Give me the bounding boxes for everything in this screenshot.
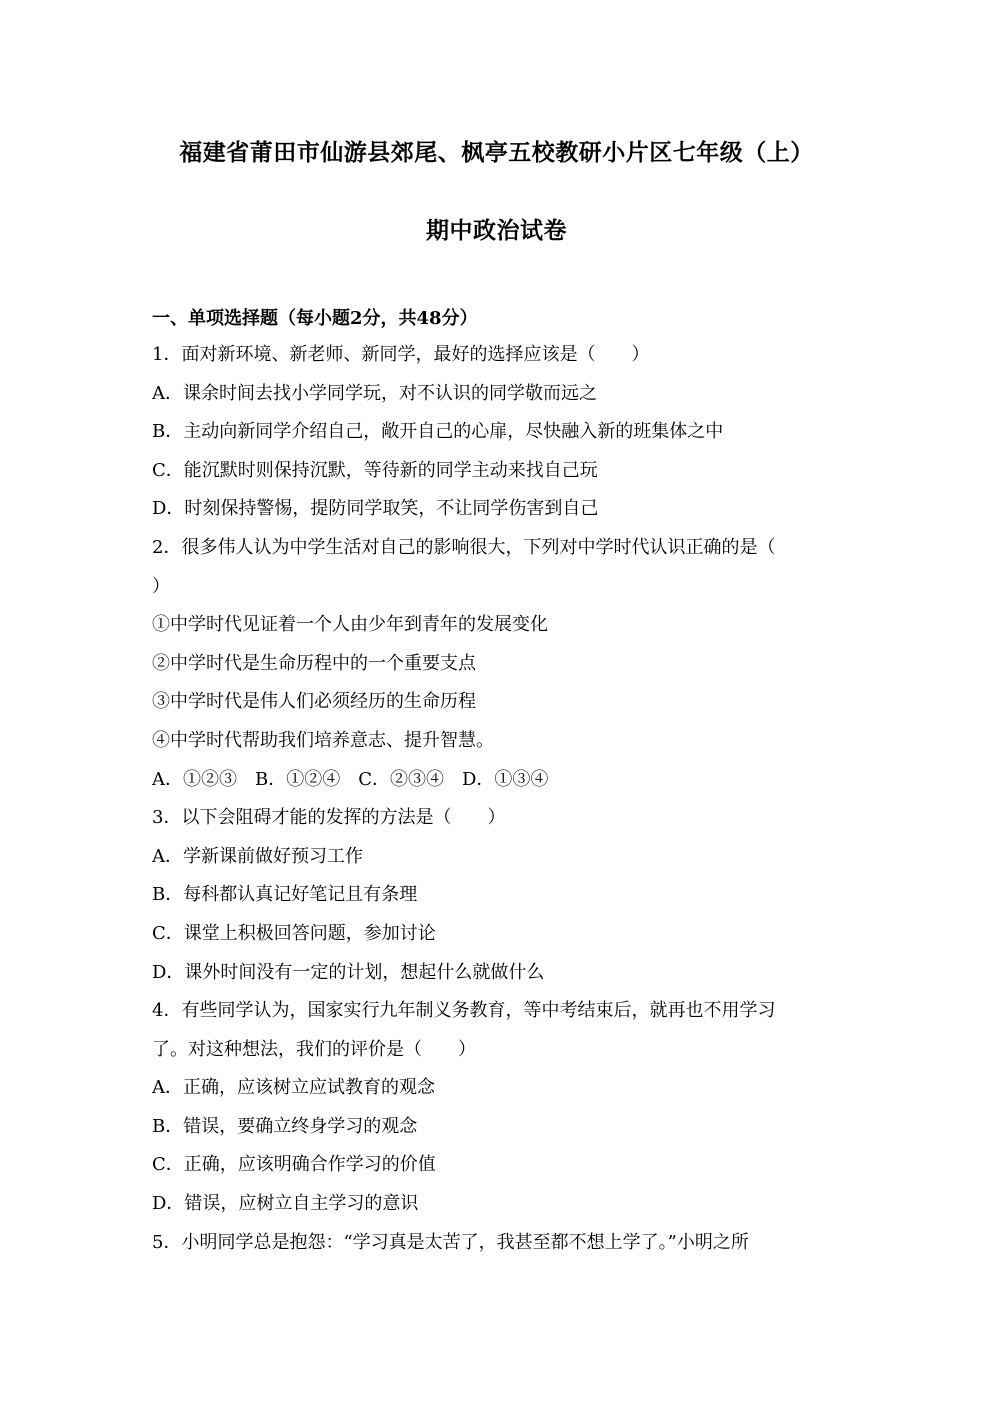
text-line: C．正确，应该明确合作学习的价值	[152, 1154, 436, 1176]
text-line: 5．小明同学总是抱怨：“学习真是太苦了，我甚至都不想上学了。”小明之所	[152, 1231, 749, 1253]
text-line: C．课堂上积极回答问题，参加讨论	[152, 922, 436, 944]
text-line: 4．有些同学认为，国家实行九年制义务教育，等中考结束后，就再也不用学习	[152, 1000, 776, 1022]
text-line: A．①②③ B．①②④ C．②③④ D．①③④	[152, 768, 549, 790]
text-line: ）	[152, 575, 170, 597]
text-line: B．错误，要确立终身学习的观念	[152, 1115, 418, 1137]
text-line: D．时刻保持警惕，提防同学取笑，不让同学伤害到自己	[152, 498, 599, 520]
text-line: ①中学时代见证着一个人由少年到青年的发展变化	[152, 614, 548, 636]
text-line: A．学新课前做好预习工作	[152, 845, 363, 867]
text-line: 3．以下会阻碍才能的发挥的方法是（ ）	[152, 807, 506, 829]
text-line: A．课余时间去找小学同学玩，对不认识的同学敬而远之	[152, 382, 597, 404]
text-line: ②中学时代是生命历程中的一个重要支点	[152, 652, 476, 674]
text-line: A．正确，应该树立应试教育的观念	[152, 1077, 435, 1099]
section-heading: 一、单项选择题（每小题2分，共48分）	[152, 308, 478, 329]
text-line: ④中学时代帮助我们培养意志、提升智慧。	[152, 729, 494, 751]
text-line: C．能沉默时则保持沉默，等待新的同学主动来找自己玩	[152, 459, 598, 481]
text-line: D．课外时间没有一定的计划，想起什么就做什么	[152, 961, 545, 983]
text-line: 了。对这种想法，我们的评价是（ ）	[152, 1038, 476, 1060]
text-line: B．每科都认真记好笔记且有条理	[152, 884, 418, 906]
text-line: 2．很多伟人认为中学生活对自己的影响很大，下列对中学时代认识正确的是（	[152, 536, 776, 558]
exam-title-line-1: 福建省莆田市仙游县郊尾、枫亭五校教研小片区七年级（上）	[179, 139, 814, 166]
text-line: 1．面对新环境、新老师、新同学，最好的选择应该是（ ）	[152, 344, 650, 365]
text-line: D．错误，应树立自主学习的意识	[152, 1193, 419, 1215]
text-line: ③中学时代是伟人们必须经历的生命历程	[152, 691, 476, 713]
question-text	[152, 342, 852, 1268]
exam-title-line-2: 期中政治试卷	[426, 217, 567, 244]
text-line: B．主动向新同学介绍自己，敞开自己的心扉，尽快融入新的班集体之中	[152, 421, 724, 443]
